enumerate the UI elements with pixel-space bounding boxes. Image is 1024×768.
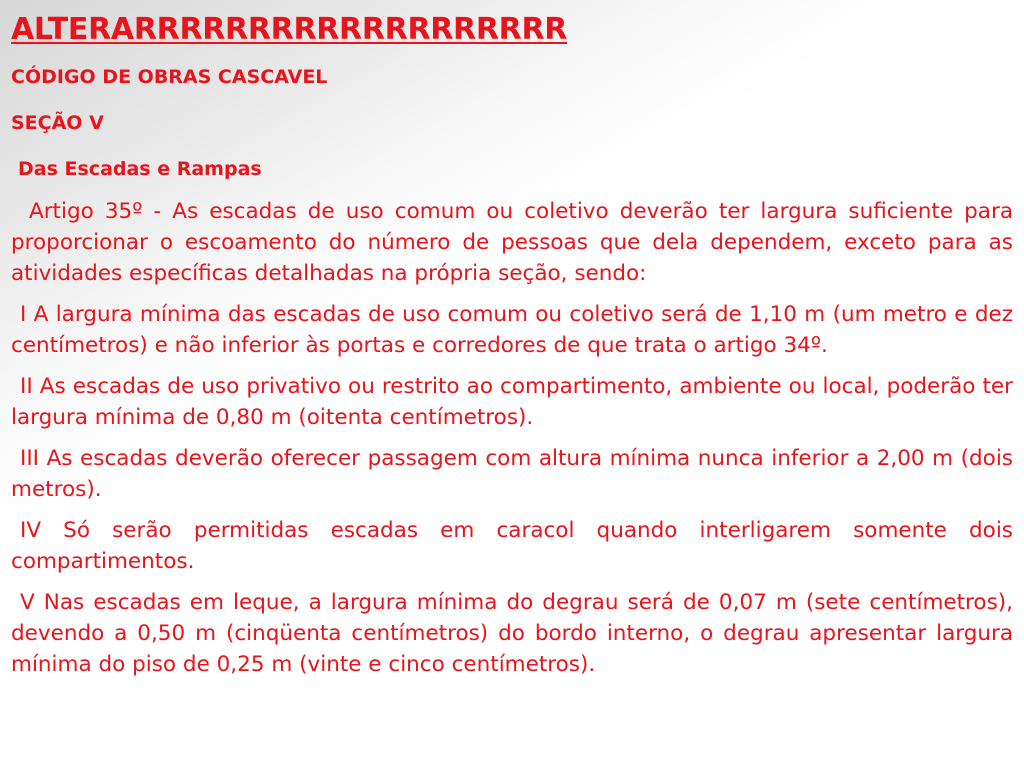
slide-title: ALTERARRRRRRRRRRRRRRRRRRR — [11, 12, 568, 47]
paragraph-text: V Nas escadas em leque, a largura mínima do degrau será de 0,07 m (sete centímetros), devendo a 0,50 m (cinqüenta centímetros) do bordo interno, o degrau apresentar largura mínima do piso de 0,25 m (vinte e cinco centímetros). — [11, 590, 1013, 677]
paragraph-text: II As escadas de uso privativo ou restrito ao compartimento, ambiente ou local, poderão ter largura mínima de 0,80 m (oitenta centímetros). — [11, 374, 1013, 430]
document-subtitle: CÓDIGO DE OBRAS CASCAVEL — [11, 66, 328, 88]
paragraph-text: Artigo 35º - As escadas de uso comum ou coletivo deverão ter largura suficiente para proporcionar o escoamento do número de pessoas que dela dependem, exceto para as atividades específicas detalhadas na própria seção, sendo: — [11, 199, 1013, 286]
paragraph-item-v — [11, 587, 1013, 680]
paragraph-text: I A largura mínima das escadas de uso comum ou coletivo será de 1,10 m (um metro e dez centímetros) e não inferior às portas e corredores de que trata o artigo 34º. — [11, 302, 1013, 358]
paragraph-text: III As escadas deverão oferecer passagem com altura mínima nunca inferior a 2,00 m (dois metros). — [11, 446, 1013, 502]
paragraph-item-iii — [11, 443, 1013, 505]
paragraph-item-iv — [11, 515, 1013, 577]
slide-content — [11, 6, 1013, 768]
section-name: Das Escadas e Rampas — [18, 158, 262, 180]
section-number: SEÇÃO V — [11, 112, 104, 134]
paragraph-item-ii — [11, 371, 1013, 433]
paragraph-artigo-35 — [11, 196, 1013, 289]
paragraph-item-i — [11, 299, 1013, 361]
paragraph-text: IV Só serão permitidas escadas em caracol quando interligarem somente dois compartimentos. — [11, 518, 1013, 574]
